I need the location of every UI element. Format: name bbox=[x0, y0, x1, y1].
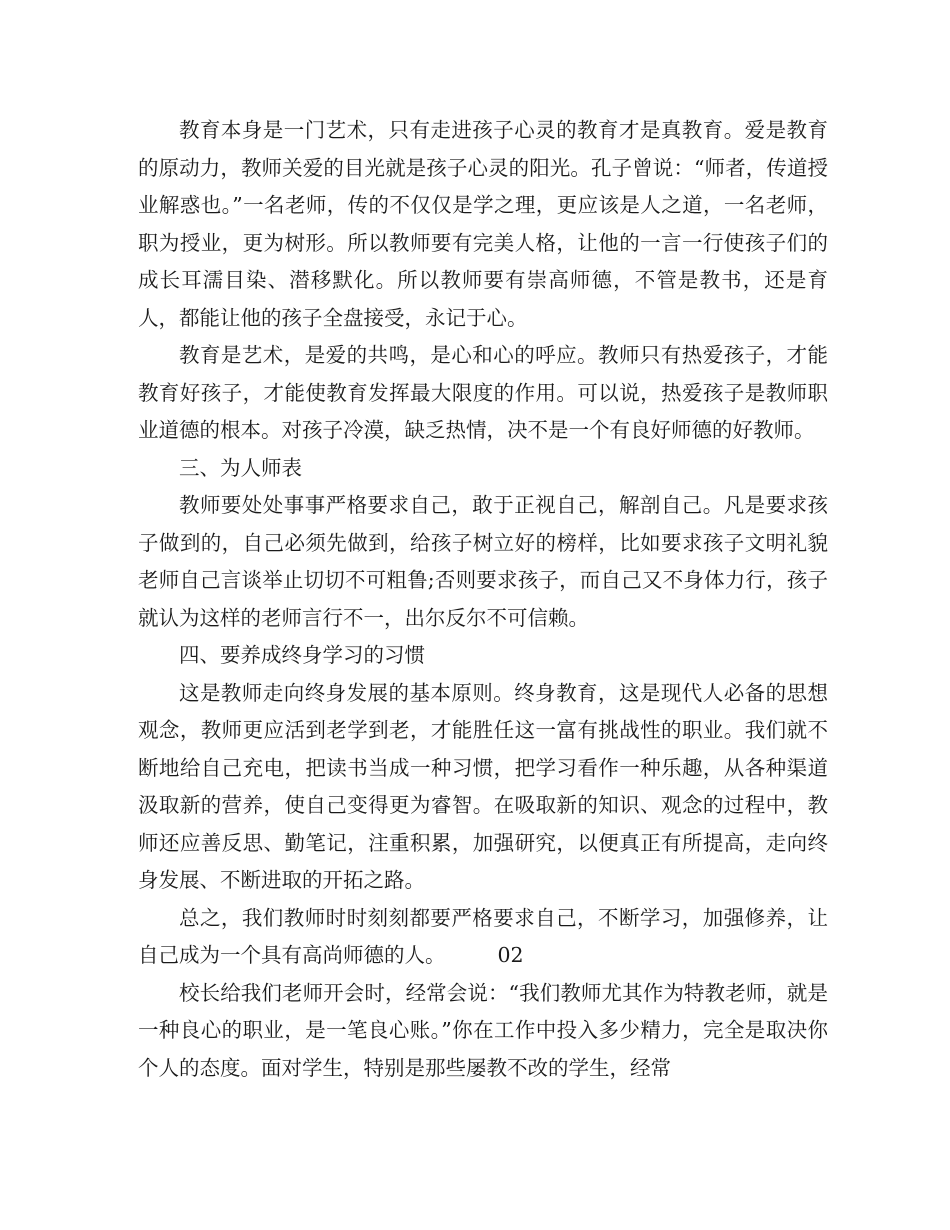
paragraph-love-resonance: 教育是艺术，是爱的共鸣，是心和心的呼应。教师只有热爱孩子，才能教育好孩子，才能使教育发挥最大限度的作用。可以说，热爱孩子是教师职业道德的根本。对孩子冷漠，缺乏热情，决不是一个有良好师德的好教师。 bbox=[138, 343, 828, 442]
paragraph-strict-self: 教师要处处事事严格要求自己，敢于正视自己，解剖自己。凡是要求孩子做到的，自己必须先做到，给孩子树立好的榜样，比如要求孩子文明礼貌老师自己言谈举止切切不可粗鲁;否则要求孩子，而自己又不身体力行，孩子就认为这样的老师言行不一，出尔反尔不可信赖。 bbox=[138, 493, 828, 630]
paragraph-principal-quote: 校长给我们老师开会时，经常会说：“我们教师尤其作为特教老师，就是一种良心的职业，是一笔良心账。”你在工作中投入多少精力，完全是取决你个人的态度。面对学生，特别是那些屡教不改的学生，经常 bbox=[138, 980, 828, 1080]
section-heading-role-model: 三、为人师表 bbox=[179, 455, 302, 480]
section-number: 02 bbox=[497, 943, 524, 967]
section-heading-lifelong-learning: 四、要养成终身学习的习惯 bbox=[179, 643, 425, 667]
document-body bbox=[138, 112, 828, 1087]
paragraph-lifelong-learning: 这是教师走向终身发展的基本原则。终身教育，这是现代人必备的思想观念，教师更应活到老学到老，才能胜任这一富有挑战性的职业。我们就不断地给自己充电，把读书当成一种习惯，把学习看作一种乐趣，从各种渠道汲取新的营养，使自己变得更为睿智。在吸取新的知识、观念的过程中，教师还应善反思、勤笔记，注重积累，加强研究，以便真正有所提高，走向终身发展、不断进取的开拓之路。 bbox=[138, 680, 828, 892]
conclusion-text: 总之，我们教师时时刻刻都要严格要求自己，不断学习，加强修养，让自己成为一个具有高尚师德的人。 bbox=[138, 905, 828, 967]
paragraph-education-art: 教育本身是一门艺术，只有走进孩子心灵的教育才是真教育。爱是教育的原动力，教师关爱的目光就是孩子心灵的阳光。孔子曾说：“师者，传道授业解惑也。”一名老师，传的不仅仅是学之理，更应该是人之道，一名老师，职为授业，更为树形。所以教师要有完美人格，让他的一言一行使孩子们的成长耳濡目染、潜移默化。所以教师要有崇高师德，不管是教书，还是育人，都能让他的孩子全盘接受，永记于心。 bbox=[138, 118, 828, 330]
paragraph-conclusion bbox=[138, 900, 828, 975]
